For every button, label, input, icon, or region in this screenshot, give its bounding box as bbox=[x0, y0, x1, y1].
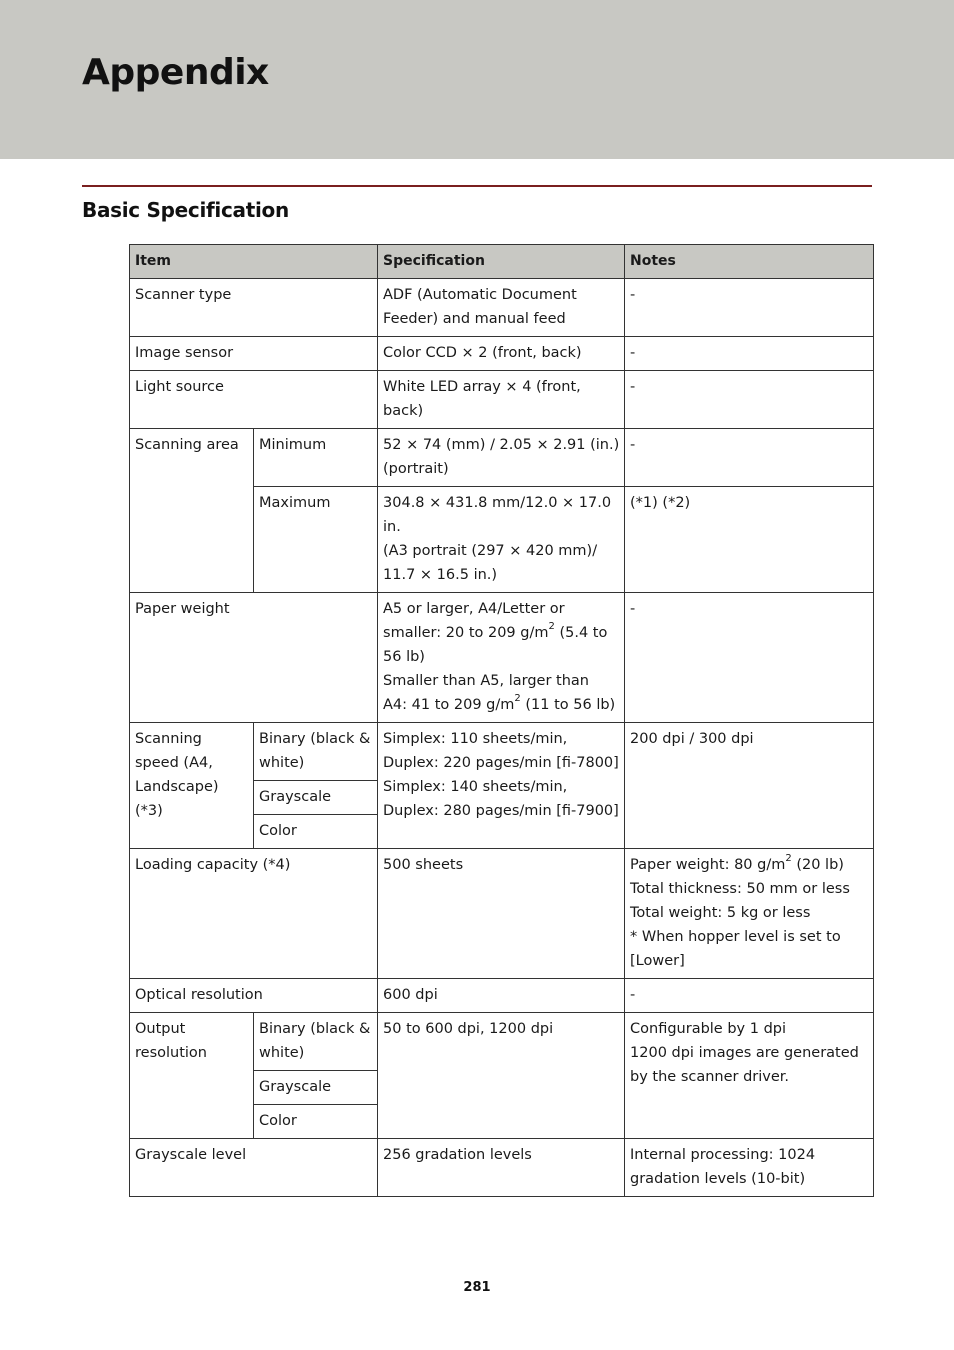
row-notes: - bbox=[625, 593, 874, 723]
table-row bbox=[130, 429, 874, 487]
row-item: Loading capacity (*4) bbox=[130, 849, 378, 979]
row-item: Output resolution bbox=[130, 1013, 254, 1139]
header-notes: Notes bbox=[625, 245, 874, 279]
row-spec: 256 gradation levels bbox=[378, 1139, 625, 1197]
row-item: Light source bbox=[130, 371, 378, 429]
table-row bbox=[130, 849, 874, 979]
row-notes: Internal processing: 1024 gradation levels (10-bit) bbox=[625, 1139, 874, 1197]
section-title: Basic Specification bbox=[82, 198, 289, 222]
row-notes: - bbox=[625, 979, 874, 1013]
row-item: Paper weight bbox=[130, 593, 378, 723]
table-row bbox=[130, 1013, 874, 1071]
table-row bbox=[130, 279, 874, 337]
row-item: Scanner type bbox=[130, 279, 378, 337]
section-divider bbox=[82, 185, 872, 187]
row-spec: White LED array × 4 (front, back) bbox=[378, 371, 625, 429]
row-spec: 52 × 74 (mm) / 2.05 × 2.91 (in.) (portrait) bbox=[378, 429, 625, 487]
row-item: Optical resolution bbox=[130, 979, 378, 1013]
row-spec: 50 to 600 dpi, 1200 dpi bbox=[378, 1013, 625, 1139]
table-row bbox=[130, 1139, 874, 1197]
row-subitem: Color bbox=[254, 1105, 378, 1139]
specification-table bbox=[129, 244, 874, 1197]
row-notes: Paper weight: 80 $g/m^2$ (20 lb) Total thickness: 50 mm or less Total weight: 5 kg or less * When hopper level is set to [Lower] bbox=[625, 849, 874, 979]
row-subitem: Grayscale bbox=[254, 1071, 378, 1105]
table-row bbox=[130, 337, 874, 371]
header-item: Item bbox=[130, 245, 378, 279]
row-spec: Color CCD × 2 (front, back) bbox=[378, 337, 625, 371]
row-notes: Configurable by 1 dpi 1200 dpi images are generated by the scanner driver. bbox=[625, 1013, 874, 1139]
row-subitem: Minimum bbox=[254, 429, 378, 487]
row-item: Scanning speed (A4, Landscape) (*3) bbox=[130, 723, 254, 849]
table-row bbox=[130, 723, 874, 781]
row-notes: - bbox=[625, 279, 874, 337]
row-item: Grayscale level bbox=[130, 1139, 378, 1197]
row-item: Scanning area bbox=[130, 429, 254, 593]
row-spec: A5 or larger, A4/Letter or smaller: 20 to 209 $g/m^2$ (5.4 to 56 lb) Smaller than A5, larger than A4: 41 to 209 $g/m^2$ (11 to 56 lb) bbox=[378, 593, 625, 723]
row-notes: - bbox=[625, 337, 874, 371]
row-spec: 304.8 × 431.8 mm/12.0 × 17.0 in. (A3 portrait (297 × 420 mm)/ 11.7 × 16.5 in.) bbox=[378, 487, 625, 593]
row-subitem: Maximum bbox=[254, 487, 378, 593]
row-spec: 600 dpi bbox=[378, 979, 625, 1013]
chapter-title: Appendix bbox=[82, 52, 269, 93]
row-notes: - bbox=[625, 429, 874, 487]
row-notes: (*1) (*2) bbox=[625, 487, 874, 593]
row-subitem: Binary (black & white) bbox=[254, 723, 378, 781]
row-notes: 200 dpi / 300 dpi bbox=[625, 723, 874, 849]
header-specification: Specification bbox=[378, 245, 625, 279]
table-header-row bbox=[130, 245, 874, 279]
table-row bbox=[130, 979, 874, 1013]
row-subitem: Color bbox=[254, 815, 378, 849]
row-notes: - bbox=[625, 371, 874, 429]
row-item: Image sensor bbox=[130, 337, 378, 371]
table-row bbox=[130, 371, 874, 429]
page-number: 281 bbox=[463, 1280, 491, 1295]
table-row bbox=[130, 593, 874, 723]
row-subitem: Binary (black & white) bbox=[254, 1013, 378, 1071]
row-spec: Simplex: 110 sheets/min, Duplex: 220 pages/min [fi-7800] Simplex: 140 sheets/min, Duplex: 280 pages/min [fi-7900] bbox=[378, 723, 625, 849]
row-subitem: Grayscale bbox=[254, 781, 378, 815]
row-spec: ADF (Automatic Document Feeder) and manual feed bbox=[378, 279, 625, 337]
row-spec: 500 sheets bbox=[378, 849, 625, 979]
